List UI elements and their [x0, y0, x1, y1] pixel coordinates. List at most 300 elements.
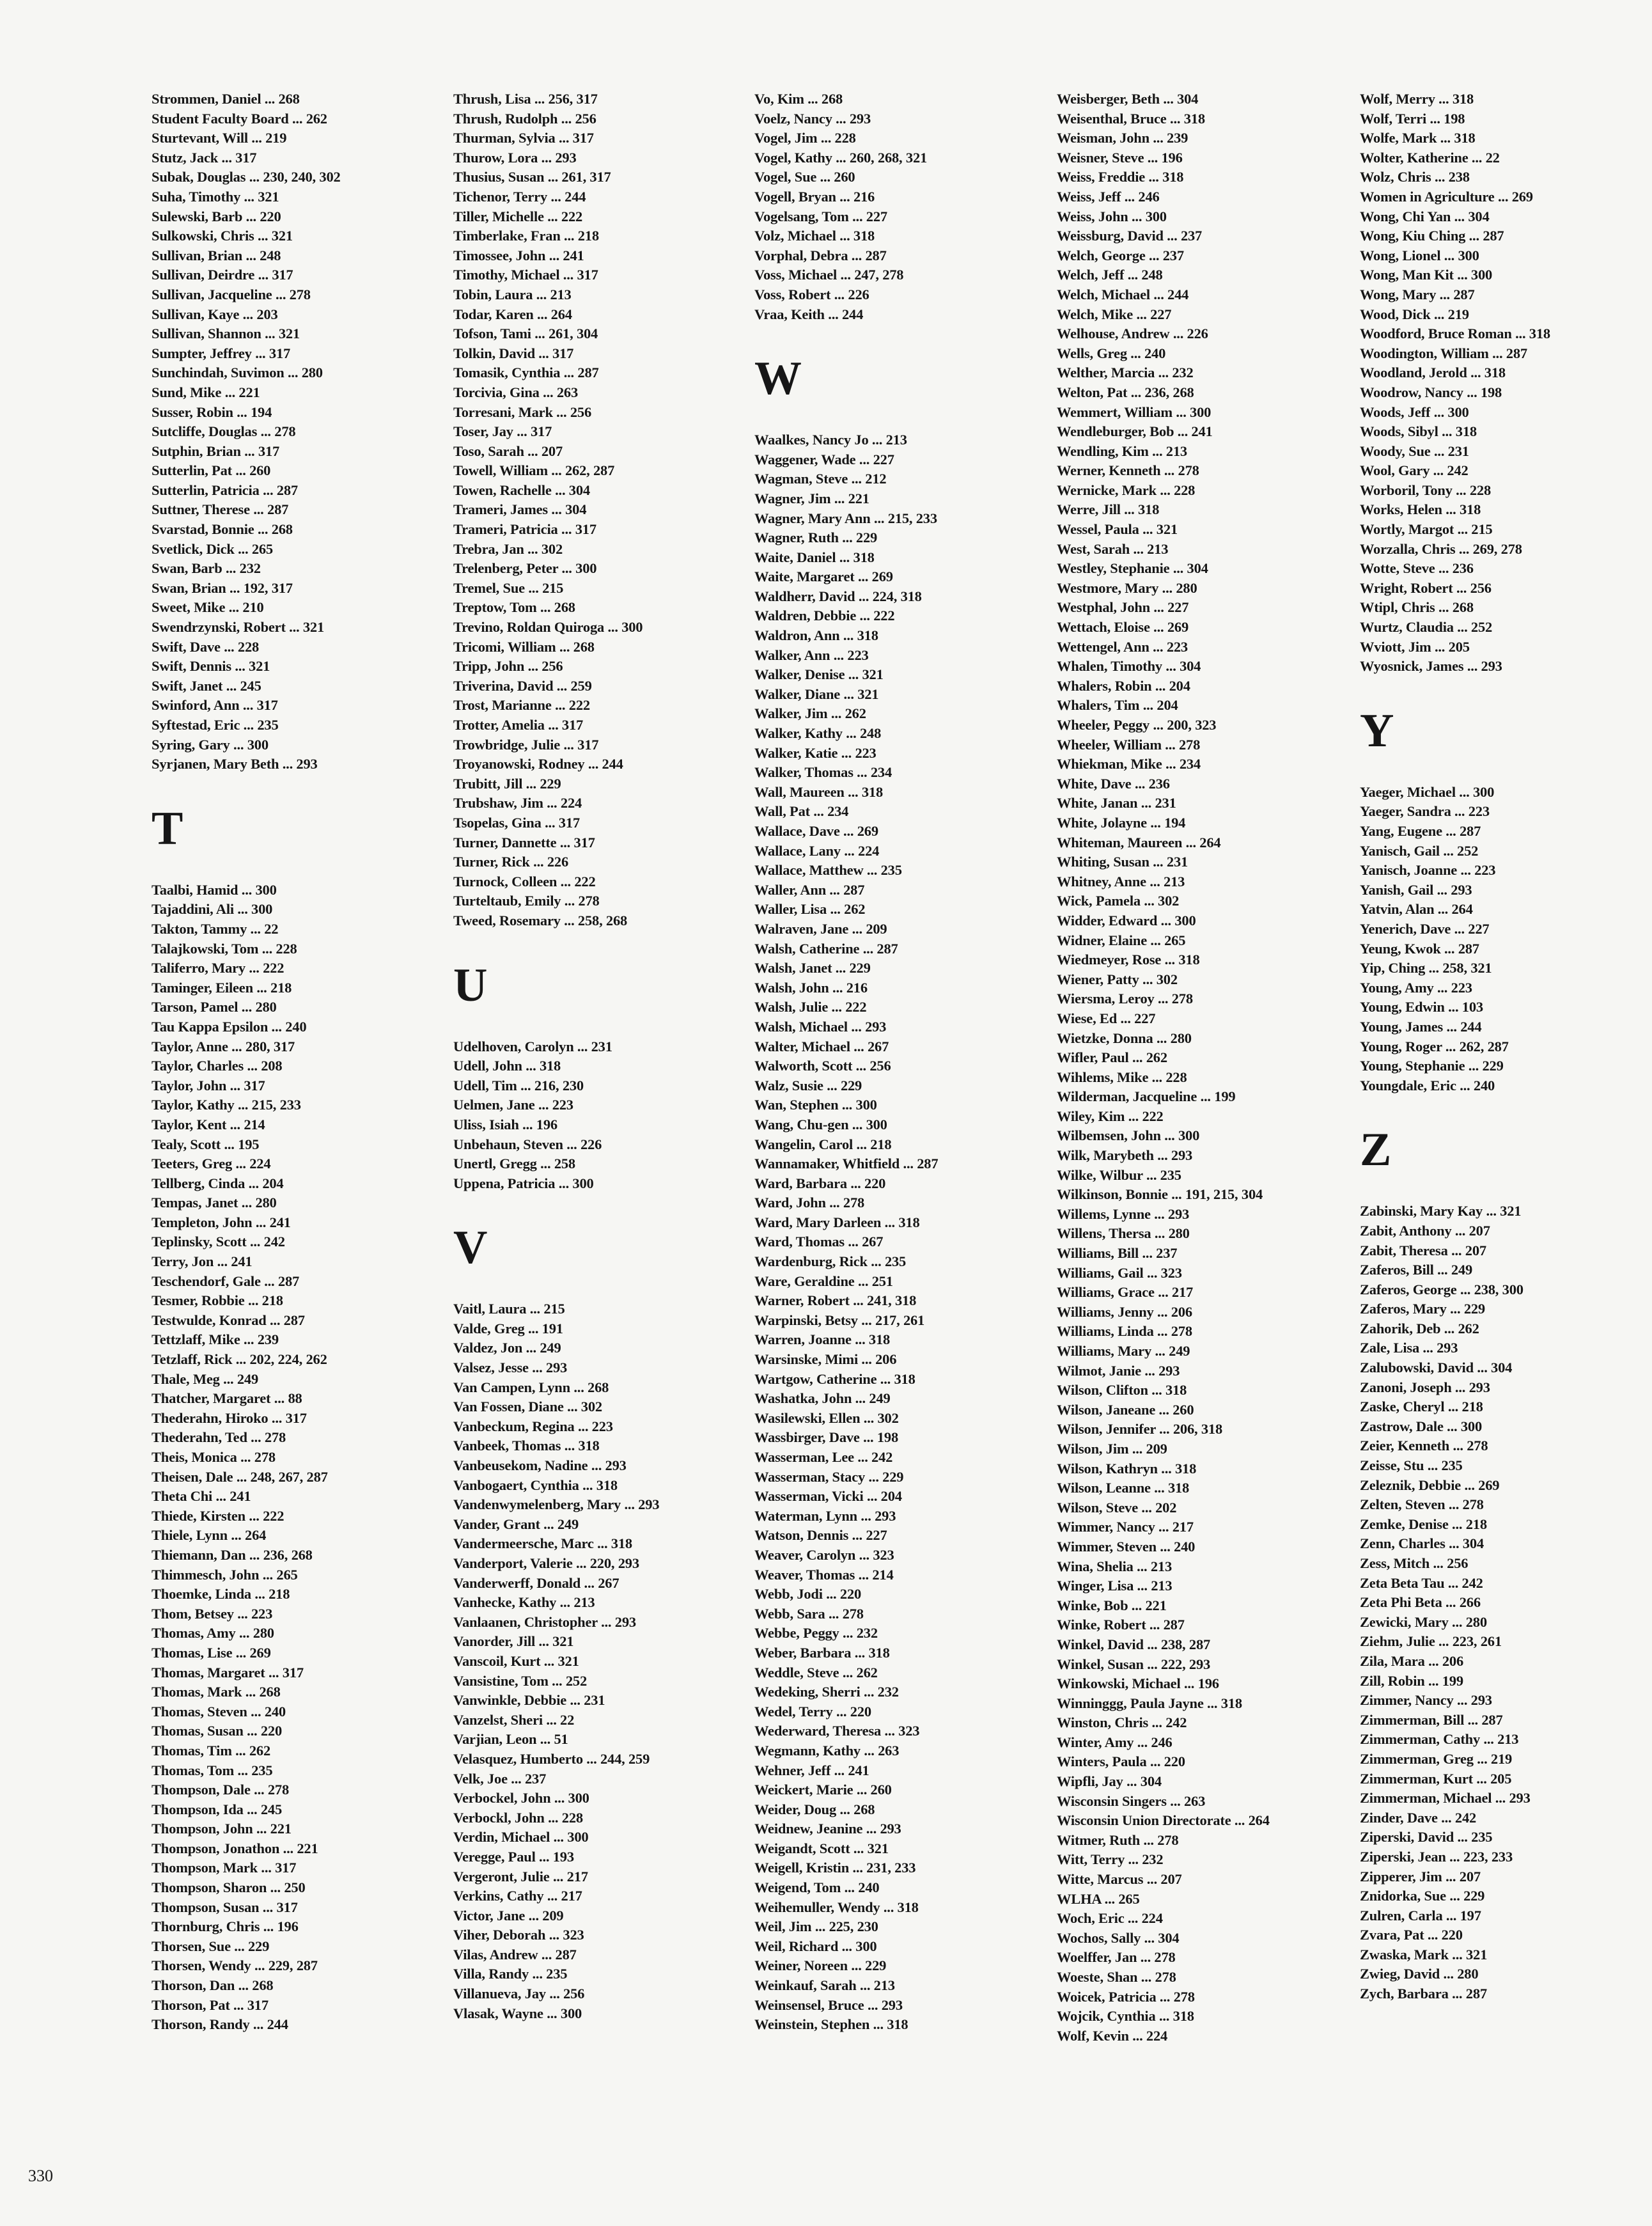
index-entry: Wipfli, Jay ... 304 [1057, 1773, 1162, 1790]
index-entry: Waterman, Lynn ... 293 [754, 1507, 896, 1524]
index-entry: Walworth, Scott ... 256 [754, 1058, 891, 1074]
index-entry: Weisner, Steve ... 196 [1057, 149, 1183, 166]
index-entry: Vanbeckum, Regina ... 223 [453, 1418, 613, 1434]
index-entry: Udell, Tim ... 216, 230 [453, 1077, 584, 1093]
index-entry: Wiersma, Leroy ... 278 [1057, 991, 1193, 1007]
index-entry: Wagner, Mary Ann ... 215, 233 [754, 510, 937, 526]
index-entry: Trowbridge, Julie ... 317 [453, 736, 599, 753]
index-entry: Wall, Maureen ... 318 [754, 783, 884, 800]
index-entry: Weidnew, Jeanine ... 293 [754, 1821, 901, 1837]
index-entry: Weiner, Noreen ... 229 [754, 1957, 887, 1974]
index-entry: Wimmer, Nancy ... 217 [1057, 1519, 1194, 1535]
index-entry: Todar, Karen ... 264 [453, 306, 572, 322]
index-entry: Wendling, Kim ... 213 [1057, 443, 1187, 459]
index-entry: Udelhoven, Carolyn ... 231 [453, 1038, 612, 1054]
index-entry: Witt, Terry ... 232 [1057, 1851, 1164, 1868]
index-entry: Zeleznik, Debbie ... 269 [1360, 1477, 1500, 1493]
index-entry: Thomas, Lise ... 269 [152, 1644, 271, 1661]
index-entry: Wan, Stephen ... 300 [754, 1097, 877, 1113]
index-entry: Whiteman, Maureen ... 264 [1057, 834, 1221, 850]
index-entry: Watson, Dennis ... 227 [754, 1527, 887, 1544]
index-entry: Zaske, Cheryl ... 218 [1360, 1399, 1483, 1415]
index-entry: Sunchindah, Suvimon ... 280 [152, 364, 323, 381]
index-entry: Waldherr, David ... 224, 318 [754, 588, 922, 604]
index-entry: Vilas, Andrew ... 287 [453, 1946, 577, 1963]
index-entry: Thatcher, Margaret ... 88 [152, 1390, 302, 1407]
index-entry: Turner, Dannette ... 317 [453, 834, 595, 850]
index-entry: Thomas, Tim ... 262 [152, 1742, 271, 1759]
index-entry: Yanish, Gail ... 293 [1360, 881, 1472, 898]
index-entry: Woelffer, Jan ... 278 [1057, 1949, 1176, 1966]
index-entry: Villanueva, Jay ... 256 [453, 1986, 585, 2002]
index-entry: Udell, John ... 318 [453, 1058, 561, 1074]
index-entry: Weigandt, Scott ... 321 [754, 1840, 889, 1856]
index-entry: Thimmesch, John ... 265 [152, 1566, 298, 1583]
index-entry: Yeung, Kwok ... 287 [1360, 940, 1479, 957]
index-entry: Wong, Kiu Ching ... 287 [1360, 228, 1504, 244]
section-letter-y: Y [1360, 704, 1394, 757]
index-entry: Whiting, Susan ... 231 [1057, 854, 1188, 870]
index-entry: Thornburg, Chris ... 196 [152, 1918, 299, 1935]
index-entry: Wassbirger, Dave ... 198 [754, 1429, 898, 1446]
index-entry: Wannamaker, Whitfield ... 287 [754, 1156, 939, 1172]
index-entry: Westley, Stephanie ... 304 [1057, 560, 1208, 577]
index-entry: Znidorka, Sue ... 229 [1360, 1888, 1485, 1904]
index-column-1 [152, 90, 446, 2035]
index-entry: Voelz, Nancy ... 293 [754, 110, 871, 127]
index-entry: Svarstad, Bonnie ... 268 [152, 521, 293, 538]
index-entry: Westphal, John ... 227 [1057, 599, 1189, 616]
index-entry: Vanlaanen, Christopher ... 293 [453, 1613, 636, 1630]
index-entry: Williams, Linda ... 278 [1057, 1323, 1192, 1340]
index-entry: Webb, Sara ... 278 [754, 1605, 864, 1622]
index-entry: Weissburg, David ... 237 [1057, 228, 1203, 244]
index-entry: Whiekman, Mike ... 234 [1057, 756, 1201, 772]
index-entry: Verdin, Michael ... 300 [453, 1829, 589, 1846]
index-entry: Thompson, Susan ... 317 [152, 1899, 298, 1915]
index-entry: Whalen, Timothy ... 304 [1057, 658, 1201, 675]
index-entry: Svetlick, Dick ... 265 [152, 540, 273, 557]
index-entry: Taalbi, Hamid ... 300 [152, 881, 277, 898]
index-entry: Weinstein, Stephen ... 318 [754, 2016, 908, 2033]
index-entry: Vanwinkle, Debbie ... 231 [453, 1692, 605, 1709]
index-entry: Vanderwerff, Donald ... 267 [453, 1574, 620, 1591]
index-entry: Winger, Lisa ... 213 [1057, 1578, 1173, 1594]
index-entry: Thale, Meg ... 249 [152, 1370, 259, 1387]
section-letter-u: U [453, 959, 488, 1012]
index-entry: Wojcik, Cynthia ... 318 [1057, 2008, 1194, 2025]
index-entry: Wallace, Matthew ... 235 [754, 862, 902, 879]
index-entry: Vandermeersche, Marc ... 318 [453, 1535, 632, 1552]
index-entry: Yenerich, Dave ... 227 [1360, 920, 1490, 937]
index-entry: Veregge, Paul ... 193 [453, 1848, 574, 1865]
index-entry: Thompson, Ida ... 245 [152, 1801, 282, 1817]
index-entry: Wardenburg, Rick ... 235 [754, 1253, 907, 1270]
index-entry: Sullivan, Brian ... 248 [152, 247, 281, 263]
index-entry: Wasilewski, Ellen ... 302 [754, 1409, 899, 1426]
index-entry: Yip, Ching ... 258, 321 [1360, 960, 1492, 976]
index-entry: Thorson, Dan ... 268 [152, 1977, 274, 1994]
index-entry: Washatka, John ... 249 [754, 1390, 891, 1407]
index-column-3 [754, 90, 1048, 2035]
index-entry: Waller, Lisa ... 262 [754, 901, 866, 918]
index-entry: Wilke, Wilbur ... 235 [1057, 1166, 1181, 1183]
index-entry: Weihemuller, Wendy ... 318 [754, 1899, 919, 1915]
index-entry: Zwaska, Mark ... 321 [1360, 1946, 1488, 1963]
index-entry: Ware, Geraldine ... 251 [754, 1273, 893, 1289]
index-entry: Sumpter, Jeffrey ... 317 [152, 345, 291, 361]
index-entry: Waldron, Ann ... 318 [754, 627, 878, 644]
index-column-4 [1057, 90, 1351, 2046]
index-entry: Wong, Lionel ... 300 [1360, 247, 1479, 263]
index-entry: Zale, Lisa ... 293 [1360, 1340, 1458, 1356]
index-entry: Wedeking, Sherri ... 232 [754, 1684, 899, 1700]
index-entry: Unertl, Gregg ... 258 [453, 1156, 575, 1172]
index-entry: Wheeler, Peggy ... 200, 323 [1057, 717, 1217, 733]
index-entry: Theisen, Dale ... 248, 267, 287 [152, 1468, 328, 1485]
index-entry: Witte, Marcus ... 207 [1057, 1871, 1182, 1888]
index-entry: Swendrzynski, Robert ... 321 [152, 619, 325, 636]
index-column-2 [453, 90, 747, 2023]
index-entry: Thomas, Susan ... 220 [152, 1723, 282, 1739]
index-entry: Walraven, Jane ... 209 [754, 920, 887, 937]
index-entry: Weisberger, Beth ... 304 [1057, 91, 1199, 107]
index-entry: Toser, Jay ... 317 [453, 423, 552, 440]
index-entry: Subak, Douglas ... 230, 240, 302 [152, 169, 341, 185]
index-entry: Wasserman, Lee ... 242 [754, 1449, 893, 1465]
index-entry: Woicek, Patricia ... 278 [1057, 1988, 1195, 2005]
index-entry: Williams, Bill ... 237 [1057, 1245, 1178, 1262]
index-entry: Wolz, Chris ... 238 [1360, 169, 1470, 185]
index-entry: Welch, Michael ... 244 [1057, 286, 1189, 302]
index-entry: Trubitt, Jill ... 229 [453, 775, 561, 792]
index-entry: Swan, Barb ... 232 [152, 560, 261, 577]
index-entry: Weinsensel, Bruce ... 293 [754, 1996, 903, 2013]
index-entry: Tweed, Rosemary ... 258, 268 [453, 912, 628, 929]
index-entry: Walker, Jim ... 262 [754, 705, 866, 722]
index-entry: Tricomi, William ... 268 [453, 638, 595, 655]
index-entry: Tempas, Janet ... 280 [152, 1195, 277, 1211]
index-entry: Volz, Michael ... 318 [754, 228, 875, 244]
index-entry: Wartgow, Catherine ... 318 [754, 1370, 916, 1387]
index-entry: Theis, Monica ... 278 [152, 1449, 276, 1465]
index-entry: Thorsen, Sue ... 229 [152, 1938, 270, 1954]
index-entry: Student Faculty Board ... 262 [152, 110, 327, 127]
index-entry: Terry, Jon ... 241 [152, 1253, 253, 1270]
index-entry: Zelten, Steven ... 278 [1360, 1496, 1484, 1513]
index-entry: Vander, Grant ... 249 [453, 1516, 579, 1532]
index-entry: Thompson, Dale ... 278 [152, 1782, 290, 1798]
index-entry: Wegmann, Kathy ... 263 [754, 1742, 900, 1759]
index-entry: Welch, Mike ... 227 [1057, 306, 1172, 322]
index-entry: Swan, Brian ... 192, 317 [152, 579, 293, 596]
index-entry: Welther, Marcia ... 232 [1057, 364, 1194, 381]
index-entry: Victor, Jane ... 209 [453, 1907, 564, 1924]
index-entry: Zimmerman, Cathy ... 213 [1360, 1731, 1519, 1748]
index-entry: Ward, Mary Darleen ... 318 [754, 1214, 920, 1230]
index-entry: Wells, Greg ... 240 [1057, 345, 1166, 361]
index-entry: Thoemke, Linda ... 218 [152, 1586, 290, 1603]
index-entry: Taliferro, Mary ... 222 [152, 960, 284, 976]
index-entry: Thompson, Jonathon ... 221 [152, 1840, 318, 1856]
index-entry: Thomas, Steven ... 240 [152, 1703, 286, 1720]
index-entry: Wotte, Steve ... 236 [1360, 560, 1474, 577]
index-entry: Villa, Randy ... 235 [453, 1966, 568, 1982]
index-entry: Zwieg, David ... 280 [1360, 1966, 1479, 1982]
index-entry: Vogell, Bryan ... 216 [754, 188, 875, 205]
index-entry: Takton, Tammy ... 22 [152, 920, 279, 937]
index-entry: Zeta Beta Tau ... 242 [1360, 1574, 1483, 1591]
index-entry: Tripp, John ... 256 [453, 658, 563, 675]
index-entry: Thompson, Sharon ... 250 [152, 1879, 306, 1896]
index-entry: Thorson, Pat ... 317 [152, 1996, 269, 2013]
index-entry: Weaver, Thomas ... 214 [754, 1566, 894, 1583]
index-entry: Van Campen, Lynn ... 268 [453, 1379, 609, 1395]
index-entry: Velk, Joe ... 237 [453, 1770, 547, 1787]
index-entry: Walsh, Michael ... 293 [754, 1018, 887, 1035]
index-entry: Ward, Thomas ... 267 [754, 1234, 884, 1250]
index-entry: Troyanowski, Rodney ... 244 [453, 756, 623, 772]
index-entry: Willems, Lynne ... 293 [1057, 1205, 1190, 1222]
index-entry: Vanorder, Jill ... 321 [453, 1633, 574, 1650]
index-entry: Young, Stephanie ... 229 [1360, 1058, 1504, 1074]
index-entry: Zimmer, Nancy ... 293 [1360, 1692, 1492, 1709]
index-entry: Wiley, Kim ... 222 [1057, 1108, 1164, 1124]
index-entry: Wilson, Janeane ... 260 [1057, 1401, 1194, 1418]
index-entry: Wang, Chu-gen ... 300 [754, 1116, 887, 1133]
index-entry: Thederahn, Ted ... 278 [152, 1429, 286, 1446]
index-entry: Weisman, John ... 239 [1057, 130, 1188, 146]
index-entry: Vandenwymelenberg, Mary ... 293 [453, 1496, 660, 1513]
index-entry: Zabinski, Mary Kay ... 321 [1360, 1203, 1522, 1219]
index-entry: Zaferos, George ... 238, 300 [1360, 1281, 1523, 1297]
index-entry: Welton, Pat ... 236, 268 [1057, 384, 1194, 400]
index-entry: Trotter, Amelia ... 317 [453, 717, 584, 733]
index-entry: Yatvin, Alan ... 264 [1360, 901, 1473, 918]
index-entry: Weber, Barbara ... 318 [754, 1644, 890, 1661]
index-entry: Winston, Chris ... 242 [1057, 1714, 1187, 1731]
index-entry: Wurtz, Claudia ... 252 [1360, 619, 1493, 636]
index-entry: Woods, Sibyl ... 318 [1360, 423, 1477, 440]
index-entry: Yanisch, Gail ... 252 [1360, 842, 1479, 859]
index-entry: Vogel, Kathy ... 260, 268, 321 [754, 149, 928, 166]
index-entry: Yang, Eugene ... 287 [1360, 823, 1481, 839]
index-entry: Women in Agriculture ... 269 [1360, 188, 1533, 205]
index-entry: Waalkes, Nancy Jo ... 213 [754, 432, 907, 448]
index-entry: Uppena, Patricia ... 300 [453, 1175, 594, 1191]
index-entry: Swinford, Ann ... 317 [152, 697, 278, 714]
index-entry: Winninggg, Paula Jayne ... 318 [1057, 1695, 1242, 1711]
index-entry: Wemmert, William ... 300 [1057, 404, 1212, 420]
index-entry: Wallace, Dave ... 269 [754, 823, 878, 839]
index-entry: Teplinsky, Scott ... 242 [152, 1234, 285, 1250]
index-entry: Zeier, Kenneth ... 278 [1360, 1438, 1488, 1454]
index-entry: Valdez, Jon ... 249 [453, 1340, 561, 1356]
index-entry: Werner, Kenneth ... 278 [1057, 462, 1199, 479]
index-entry: Wochos, Sally ... 304 [1057, 1929, 1180, 1946]
index-entry: Thompson, John ... 221 [152, 1821, 292, 1837]
index-entry: Weigell, Kristin ... 231, 233 [754, 1860, 916, 1876]
index-entry: Walker, Kathy ... 248 [754, 725, 882, 742]
index-entry: Tofson, Tami ... 261, 304 [453, 325, 598, 342]
index-entry: Vo, Kim ... 268 [754, 91, 843, 107]
index-entry: Wick, Pamela ... 302 [1057, 893, 1180, 909]
index-entry: Woodrow, Nancy ... 198 [1360, 384, 1502, 400]
index-entry: Toso, Sarah ... 207 [453, 443, 563, 459]
index-entry: Woodford, Bruce Roman ... 318 [1360, 325, 1550, 342]
index-entry: Thiede, Kirsten ... 222 [152, 1507, 284, 1524]
index-entry: Wong, Chi Yan ... 304 [1360, 208, 1490, 224]
page-number: 330 [28, 2167, 53, 2185]
index-entry: Wilson, Clifton ... 318 [1057, 1382, 1187, 1399]
index-entry: Timothy, Michael ... 317 [453, 267, 598, 283]
index-entry: Wilson, Jim ... 209 [1057, 1440, 1167, 1457]
index-entry: Wilderman, Jacqueline ... 199 [1057, 1088, 1236, 1105]
index-entry: Wilmot, Janie ... 293 [1057, 1362, 1180, 1379]
index-entry: Sullivan, Shannon ... 321 [152, 325, 300, 342]
index-entry: Wyosnick, James ... 293 [1360, 658, 1502, 675]
index-entry: Treptow, Tom ... 268 [453, 599, 575, 616]
index-entry: Tolkin, David ... 317 [453, 345, 574, 361]
index-entry: Wasserman, Vicki ... 204 [754, 1488, 902, 1505]
index-entry: Weickert, Marie ... 260 [754, 1782, 892, 1798]
index-entry: Trevino, Roldan Quiroga ... 300 [453, 619, 643, 636]
index-entry: Welch, Jeff ... 248 [1057, 267, 1163, 283]
index-entry: Zinder, Dave ... 242 [1360, 1809, 1477, 1826]
index-entry: Viher, Deborah ... 323 [453, 1927, 584, 1943]
index-entry: Warpinski, Betsy ... 217, 261 [754, 1312, 925, 1328]
index-entry: Thiele, Lynn ... 264 [152, 1527, 267, 1544]
index-entry: Wolf, Merry ... 318 [1360, 91, 1474, 107]
index-entry: Trost, Marianne ... 222 [453, 697, 590, 714]
index-entry: Sullivan, Jacqueline ... 278 [152, 286, 311, 302]
index-entry: Vanhecke, Kathy ... 213 [453, 1594, 595, 1611]
index-entry: Wisconsin Union Directorate ... 264 [1057, 1812, 1270, 1829]
index-entry: Walsh, Catherine ... 287 [754, 940, 898, 957]
index-entry: Thiemann, Dan ... 236, 268 [152, 1546, 313, 1563]
index-entry: Thompson, Mark ... 317 [152, 1860, 297, 1876]
index-entry: West, Sarah ... 213 [1057, 540, 1169, 557]
index-entry: Warsinske, Mimi ... 206 [754, 1351, 897, 1368]
index-entry: Williams, Mary ... 249 [1057, 1343, 1190, 1359]
index-entry: Weisenthal, Bruce ... 318 [1057, 110, 1205, 127]
index-entry: Winkel, Susan ... 222, 293 [1057, 1656, 1211, 1672]
index-entry: Zvara, Pat ... 220 [1360, 1927, 1463, 1943]
index-entry: Taylor, John ... 317 [152, 1077, 265, 1093]
index-entry: Syrjanen, Mary Beth ... 293 [152, 756, 318, 772]
index-entry: Young, James ... 244 [1360, 1018, 1482, 1035]
index-entry: Young, Roger ... 262, 287 [1360, 1038, 1509, 1054]
index-entry: Tettzlaff, Mike ... 239 [152, 1331, 279, 1348]
index-entry: Sutphin, Brian ... 317 [152, 443, 280, 459]
index-entry: Thorsen, Wendy ... 229, 287 [152, 1957, 318, 1974]
index-entry: Zulren, Carla ... 197 [1360, 1907, 1481, 1924]
index-entry: Works, Helen ... 318 [1360, 501, 1481, 518]
index-column-5 [1360, 90, 1652, 2004]
index-entry: Yaeger, Sandra ... 223 [1360, 803, 1490, 820]
index-entry: Tealy, Scott ... 195 [152, 1136, 260, 1152]
index-entry: Wettach, Eloise ... 269 [1057, 619, 1189, 636]
index-entry: Waggener, Wade ... 227 [754, 451, 894, 467]
index-entry: Zabit, Theresa ... 207 [1360, 1242, 1486, 1258]
index-entry: Zaferos, Bill ... 249 [1360, 1262, 1473, 1278]
index-entry: Winkel, David ... 238, 287 [1057, 1636, 1211, 1652]
index-entry: Williams, Grace ... 217 [1057, 1284, 1194, 1301]
index-entry: Zeta Phi Beta ... 266 [1360, 1594, 1481, 1611]
index-entry: Ziperski, David ... 235 [1360, 1829, 1493, 1846]
index-entry: Whalers, Tim ... 204 [1057, 697, 1178, 714]
index-entry: Voss, Robert ... 226 [754, 286, 869, 302]
index-entry: Young, Edwin ... 103 [1360, 999, 1483, 1015]
index-entry: Tesmer, Robbie ... 218 [152, 1292, 283, 1309]
index-entry: Sutcliffe, Douglas ... 278 [152, 423, 296, 440]
index-entry: Wright, Robert ... 256 [1360, 579, 1492, 596]
index-entry: Thomas, Tom ... 235 [152, 1762, 273, 1778]
index-entry: Tetzlaff, Rick ... 202, 224, 262 [152, 1351, 327, 1368]
index-entry: Sutterlin, Patricia ... 287 [152, 482, 298, 498]
index-entry: Weiss, Jeff ... 246 [1057, 188, 1160, 205]
index-entry: Vogel, Sue ... 260 [754, 169, 855, 185]
index-entry: Wilk, Marybeth ... 293 [1057, 1147, 1193, 1164]
index-entry: Theta Chi ... 241 [152, 1488, 251, 1505]
index-entry: Weil, Richard ... 300 [754, 1938, 877, 1954]
index-entry: Wagman, Steve ... 212 [754, 471, 887, 487]
index-entry: Vanbeusekom, Nadine ... 293 [453, 1457, 627, 1474]
index-entry: Zabit, Anthony ... 207 [1360, 1222, 1490, 1239]
index-entry: Wilson, Kathryn ... 318 [1057, 1460, 1197, 1477]
index-entry: Testwulde, Konrad ... 287 [152, 1312, 305, 1328]
index-entry: Thrush, Rudolph ... 256 [453, 110, 596, 127]
index-entry: Weddle, Steve ... 262 [754, 1664, 878, 1681]
index-entry: Walsh, Julie ... 222 [754, 999, 867, 1015]
index-entry: Zenn, Charles ... 304 [1360, 1535, 1484, 1552]
index-entry: Syring, Gary ... 300 [152, 736, 269, 753]
index-entry: Wifler, Paul ... 262 [1057, 1049, 1167, 1066]
index-entry: Winters, Paula ... 220 [1057, 1753, 1185, 1770]
index-entry: Taylor, Anne ... 280, 317 [152, 1038, 295, 1054]
index-entry: Wallace, Lany ... 224 [754, 842, 880, 859]
index-entry: Vraa, Keith ... 244 [754, 306, 864, 322]
index-entry: Tajaddini, Ali ... 300 [152, 901, 273, 918]
index-entry: Suttner, Therese ... 287 [152, 501, 289, 518]
index-entry: Tarson, Pamel ... 280 [152, 999, 277, 1015]
index-entry: Taylor, Kent ... 214 [152, 1116, 265, 1133]
index-entry: Walz, Susie ... 229 [754, 1077, 862, 1093]
index-entry: Walker, Katie ... 223 [754, 744, 877, 761]
index-entry: Wortly, Margot ... 215 [1360, 521, 1493, 538]
index-entry: Vanscoil, Kurt ... 321 [453, 1652, 579, 1669]
index-entry: Thom, Betsey ... 223 [152, 1605, 273, 1622]
index-entry: Sullivan, Deirdre ... 317 [152, 267, 293, 283]
index-entry: Winkowski, Michael ... 196 [1057, 1675, 1219, 1692]
index-entry: Sulewski, Barb ... 220 [152, 208, 281, 224]
index-entry: Timossee, John ... 241 [453, 247, 584, 263]
index-entry: Vogel, Jim ... 228 [754, 130, 856, 146]
section-letter-v: V [453, 1221, 488, 1274]
index-entry: Youngdale, Eric ... 240 [1360, 1077, 1495, 1093]
index-entry: Yaeger, Michael ... 300 [1360, 783, 1495, 800]
index-entry: Zimmerman, Bill ... 287 [1360, 1711, 1503, 1728]
index-entry: Wtipl, Chris ... 268 [1360, 599, 1474, 616]
index-entry: Wilson, Jennifer ... 206, 318 [1057, 1421, 1223, 1438]
index-entry: Warner, Robert ... 241, 318 [754, 1292, 917, 1309]
index-entry: Zemke, Denise ... 218 [1360, 1516, 1487, 1532]
index-entry: Walker, Denise ... 321 [754, 666, 884, 683]
index-entry: Turner, Rick ... 226 [453, 854, 568, 870]
index-entry: Tiller, Michelle ... 222 [453, 208, 583, 224]
index-entry: Sund, Mike ... 221 [152, 384, 260, 400]
index-entry: Syftestad, Eric ... 235 [152, 717, 279, 733]
